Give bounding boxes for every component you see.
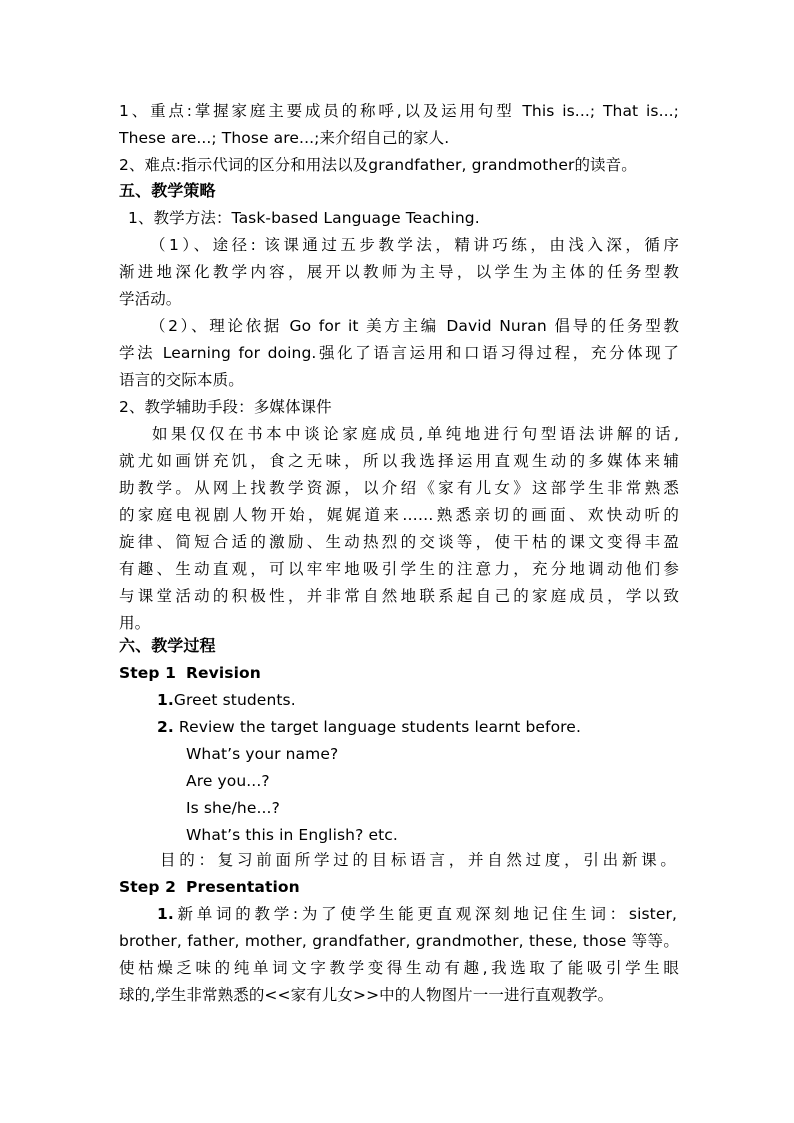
- review-question-3: Is she/he...?: [186, 799, 280, 817]
- multimedia-paragraph-line-5: 旋律、简短合适的激励、生动热烈的交谈等，使干枯的课文变得丰盈: [119, 533, 679, 551]
- multimedia-paragraph-line-3: 助教学。从网上找教学资源，以介绍《家有儿女》这部学生非常熟悉: [119, 479, 679, 497]
- revision-item-1-number: 1.: [157, 691, 174, 709]
- key-points-line-1: 1、重点:掌握家庭主要成员的称呼,以及运用句型 This is...; That is...;: [119, 102, 679, 120]
- revision-item-2-number: 2.: [157, 718, 174, 736]
- presentation-line-4: 球的,学生非常熟悉的<<家有儿女>>中的人物图片一一进行直观教学。: [119, 986, 614, 1004]
- theory-line-1: （2）、理论依据 Go for it 美方主编 David Nuran 倡导的任务型教: [150, 317, 679, 335]
- multimedia-paragraph-line-8: 用。: [119, 614, 151, 632]
- multimedia-paragraph-line-1: 如果仅仅在书本中谈论家庭成员,单纯地进行句型语法讲解的话,: [152, 425, 679, 443]
- multimedia-paragraph-line-7: 与课堂活动的积极性，并非常自然地联系起自己的家庭成员，学以致: [119, 587, 679, 605]
- revision-item-1: [157, 687, 677, 713]
- approach-line-1: （1）、途径: 该课通过五步教学法，精讲巧练，由浅入深，循序: [150, 236, 679, 254]
- presentation-line-2: brother, father, mother, grandfather, grandmother, these, those 等等。: [119, 932, 679, 950]
- presentation-item-1-number: 1.: [157, 905, 174, 923]
- review-question-2: Are you...?: [186, 772, 270, 790]
- step-2-heading: [119, 874, 679, 900]
- revision-item-1-text: Greet students.: [173, 691, 296, 709]
- teaching-method-line: 1、教学方法：Task-based Language Teaching.: [128, 209, 480, 227]
- presentation-item-1-text: 新单词的教学:为了使学生能更直观深刻地记住生词：sister,: [173, 905, 677, 923]
- step-1-heading: [119, 660, 679, 686]
- theory-line-3: 语言的交际本质。: [119, 371, 244, 389]
- step-2-label: Step 2: [119, 878, 176, 896]
- teaching-aids-line: 2、教学辅助手段：多媒体课件: [119, 398, 332, 416]
- step-1-label: Step 1: [119, 664, 176, 682]
- section-heading-teaching-strategy: 五、教学策略: [119, 181, 216, 200]
- review-question-1: What’s your name?: [186, 745, 339, 763]
- revision-item-2: [157, 714, 677, 740]
- step-1-name: Revision: [186, 664, 261, 682]
- multimedia-paragraph-line-4: 的家庭电视剧人物开始，娓娓道来……熟悉亲切的画面、欢快动听的: [119, 506, 679, 524]
- difficulty-line: 2、难点:指示代词的区分和用法以及grandfather, grandmother的读音。: [119, 156, 637, 174]
- theory-line-2: 学法 Learning for doing.强化了语言运用和口语习得过程，充分体现了: [119, 344, 679, 362]
- multimedia-paragraph-line-2: 就尤如画饼充饥，食之无味，所以我选择运用直观生动的多媒体来辅: [119, 452, 679, 470]
- key-points-line-2: These are...; Those are...;来介绍自己的家人.: [119, 129, 450, 147]
- presentation-line-3: 使枯燥乏味的纯单词文字教学变得生动有趣,我选取了能吸引学生眼: [119, 959, 679, 977]
- revision-item-2-text: Review the target language students learnt before.: [173, 718, 581, 736]
- approach-line-2: 渐进地深化教学内容，展开以教师为主导，以学生为主体的任务型教: [119, 263, 679, 281]
- step-2-name: Presentation: [186, 878, 300, 896]
- revision-purpose: 目的：复习前面所学过的目标语言，并自然过度，引出新课。: [160, 851, 676, 869]
- review-question-4: What’s this in English? etc.: [186, 826, 398, 844]
- multimedia-paragraph-line-6: 有趣、生动直观，可以牢牢地吸引学生的注意力，充分地调动他们参: [119, 560, 679, 578]
- presentation-line-1: [157, 901, 677, 927]
- approach-line-3: 学活动。: [119, 290, 182, 308]
- section-heading-teaching-process: 六、教学过程: [119, 636, 216, 655]
